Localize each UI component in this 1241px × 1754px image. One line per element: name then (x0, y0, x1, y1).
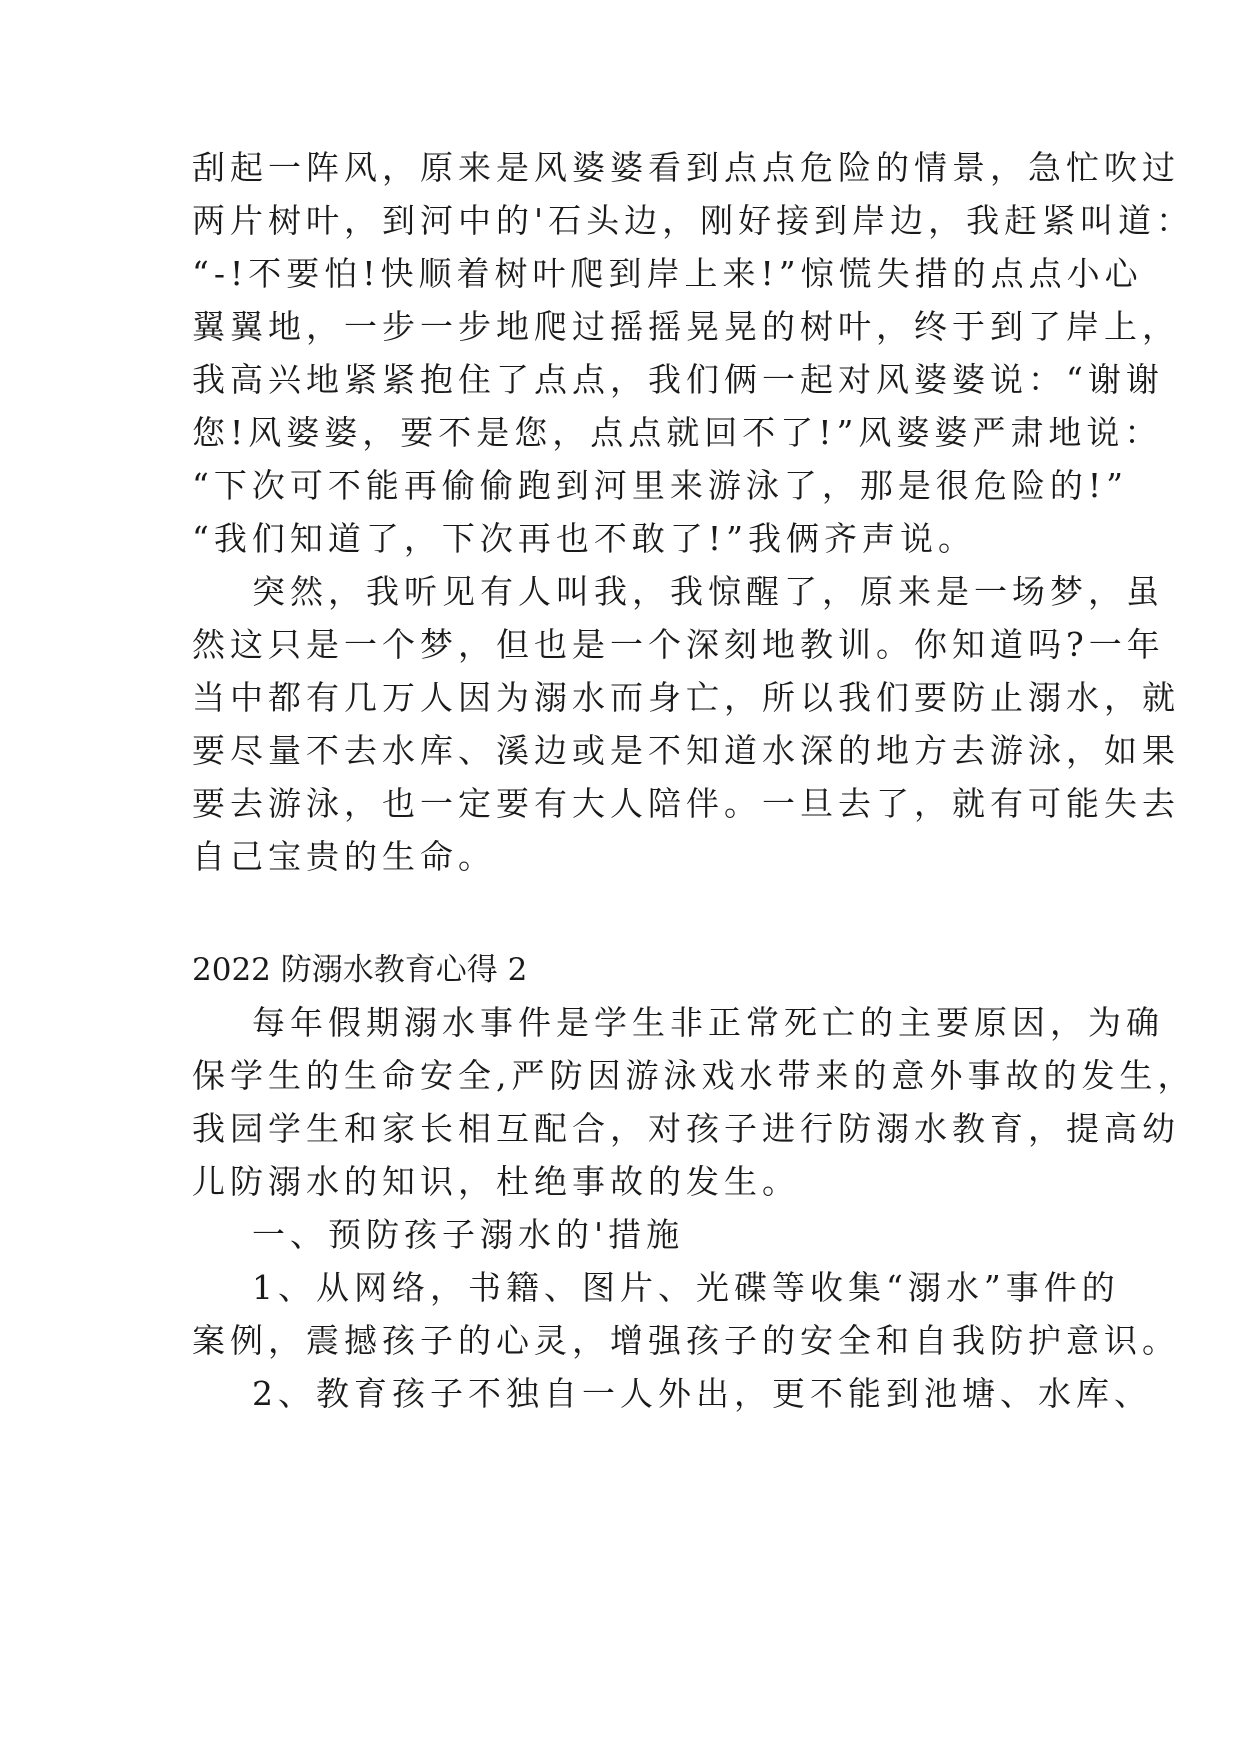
paragraph-line: 突然，我听见有人叫我，我惊醒了，原来是一场梦，虽 (252, 572, 1164, 611)
paragraph-line: 翼翼地，一步一步地爬过摇摇晃晃的树叶，终于到了岸上， (192, 307, 1180, 346)
paragraph-line: 刮起一阵风，原来是风婆婆看到点点危险的情景，急忙吹过 (192, 148, 1180, 187)
subheading: 一、预防孩子溺水的'措施 (252, 1215, 685, 1254)
paragraph-line: 每年假期溺水事件是学生非正常死亡的主要原因，为确 (252, 1003, 1164, 1042)
paragraph-line: “下次可不能再偷偷跑到河里来游泳了，那是很危险的!” (192, 466, 1129, 505)
paragraph-line: 然这只是一个梦，但也是一个深刻地教训。你知道吗?一年 (192, 625, 1165, 664)
paragraph-line: 要去游泳，也一定要有大人陪伴。一旦去了，就有可能失去 (192, 784, 1180, 823)
paragraph-line: 儿防溺水的知识，杜绝事故的发生。 (192, 1162, 800, 1201)
paragraph-line: 我园学生和家长相互配合，对孩子进行防溺水教育，提高幼 (192, 1109, 1180, 1148)
paragraph-line: 当中都有几万人因为溺水而身亡，所以我们要防止溺水，就 (192, 678, 1180, 717)
paragraph-line: 保学生的生命安全,严防因游泳戏水带来的意外事故的发生， (192, 1056, 1196, 1095)
list-item-line: 2、教育孩子不独自一人外出，更不能到池塘、水库、 (252, 1374, 1152, 1413)
paragraph-line: “我们知道了，下次再也不敢了!”我俩齐声说。 (192, 519, 977, 558)
section-title: 2022 防溺水教育心得 2 (192, 952, 528, 988)
paragraph-line: 自己宝贵的生命。 (192, 837, 496, 876)
paragraph-line: 我高兴地紧紧抱住了点点，我们俩一起对风婆婆说：“谢谢 (192, 360, 1164, 399)
list-item-line: 1、从网络，书籍、图片、光碟等收集“溺水”事件的 (252, 1268, 1120, 1307)
paragraph-line: 两片树叶，到河中的'石头边，刚好接到岸边，我赶紧叫道： (192, 201, 1195, 240)
paragraph-line: 要尽量不去水库、溪边或是不知道水深的地方去游泳，如果 (192, 731, 1180, 770)
paragraph-line: 您!风婆婆，要不是您，点点就回不了!”风婆婆严肃地说： (192, 413, 1163, 452)
list-item-line: 案例，震撼孩子的心灵，增强孩子的安全和自我防护意识。 (192, 1321, 1180, 1360)
paragraph-line: “-!不要怕!快顺着树叶爬到岸上来!”惊慌失措的点点小心 (192, 254, 1143, 293)
